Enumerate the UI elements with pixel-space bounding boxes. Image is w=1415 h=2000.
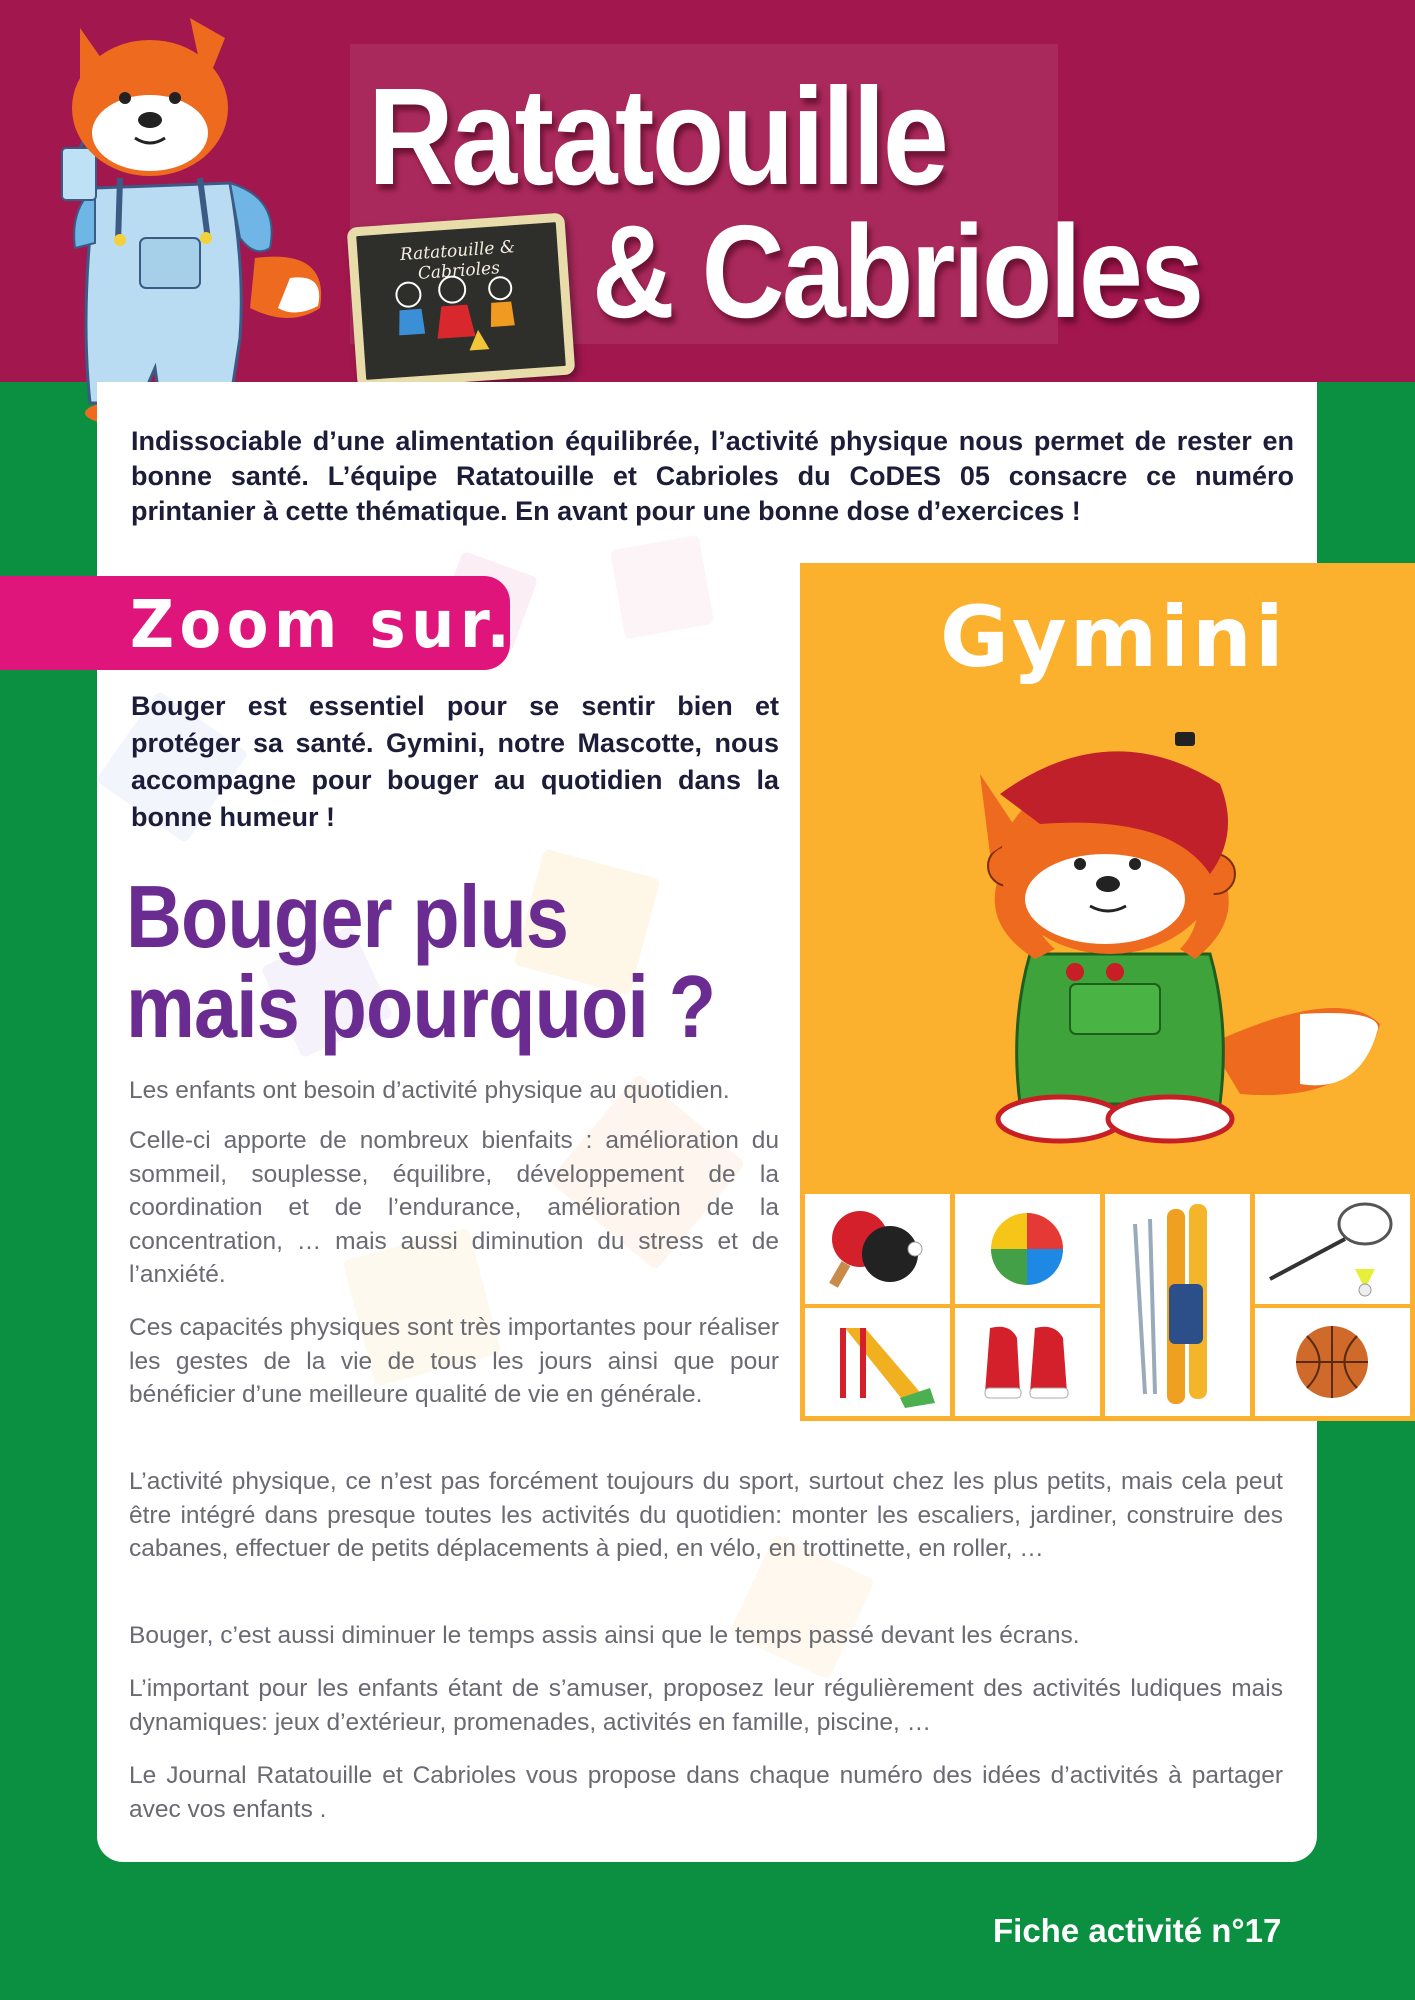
fox-mascot-illustration [40,8,330,433]
sneakers-icon [955,1308,1100,1416]
gymini-title: Gymini [940,588,1287,686]
ping-pong-icon [805,1194,950,1304]
heading-line1: Bouger plus [126,867,569,966]
beach-ball-icon [955,1194,1100,1304]
gymini-fox-illustration [940,724,1380,1169]
logo-text: Ratatouille & Cabrioles [399,237,516,284]
footer-label: Fiche activité n°17 [993,1912,1282,1949]
decorative-square [610,535,714,639]
paragraph: Les enfants ont besoin d’activité physique au quotidien. [129,1077,730,1104]
intro-text: Indissociable d’une alimentation équilibrée, l’activité physique nous permet de rester en bonne santé. L’équipe Ratatouille et Cabrioles du CoDES 05 consacre ce numéro printanier à cette thématique. En avant pour une bonne dose d’exercices ! [131,426,1294,526]
kids-drawing-icon [379,265,545,366]
logo-chalkboard [347,213,576,390]
title-line2: & Cabrioles [592,198,1202,345]
ski-icon [1105,1194,1250,1416]
paragraph: Bouger, c’est aussi diminuer le temps assis ainsi que le temps passé devant les écrans. [129,1622,1080,1649]
section-heading [126,867,716,1056]
paragraph: L’important pour les enfants étant de s’amuser, proposez leur régulièrement des activités ludiques mais dynamiques: jeux d’extérieur, promenades, activités en famille, piscine, … [129,1675,1283,1736]
sport-icons-grid [800,1189,1415,1421]
paragraph: Celle-ci apporte de nombreux bienfaits : amélioration du sommeil, souplesse, équilibre, développement de la coordination et de l’endurance, amélioration de la concentration, … mais aussi diminution du stress et de l’anxiété. [129,1127,779,1288]
paragraph: Le Journal Ratatouille et Cabrioles vous propose dans chaque numéro des idées d’activités à partager avec vos enfants . [129,1762,1283,1823]
zoom-label: Zoom sur... [130,586,573,663]
zoom-text: Bouger est essentiel pour se sentir bien et protéger sa santé. Gymini, notre Mascotte, nous accompagne pour bouger au quotidien dans la bonne humeur ! [131,691,779,832]
paragraph: Ces capacités physiques sont très importantes pour réaliser les gestes de la vie de tous les jours ainsi que pour bénéficier d’une meilleure qualité de vie en générale. [129,1314,779,1408]
badminton-icon [1255,1194,1410,1304]
slide-icon [805,1308,950,1416]
heading-line2: mais pourquoi ? [126,957,716,1056]
paragraph: L’activité physique, ce n’est pas forcément toujours du sport, surtout chez les plus petits, mais cela peut être intégré dans presque toutes les activités du quotidien: monter les escaliers, jardiner, construire des cabanes, effectuer de petits déplacements à pied, en vélo, en trottinette, en roller, … [129,1468,1283,1562]
basketball-icon [1255,1308,1410,1416]
title-line1: Ratatouille [368,60,947,214]
